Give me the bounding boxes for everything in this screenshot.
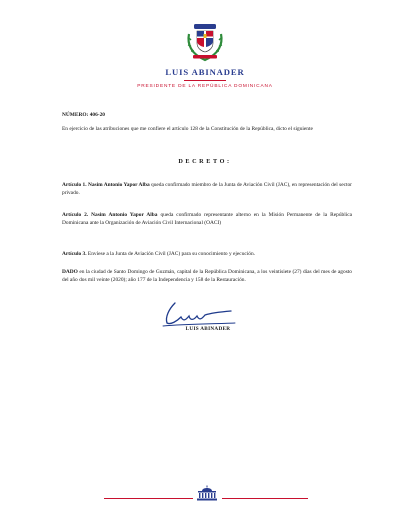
article-2-label: Artículo 2. Nasim Antonio Yapor Alba — [62, 212, 158, 218]
article-3-label: Artículo 3. — [62, 251, 87, 257]
dado-text: en la ciudad de Santo Domingo de Guzmán, capital de la República Dominicana, a los veintisiete (27) días del mes de agosto del año dos mil veinte (2020); año 177 de la Independencia y 158 de la Restauración. — [62, 269, 352, 284]
decree-number: NÚMERO: 406-20 — [62, 112, 105, 118]
header-subtitle: PRESIDENTE DE LA REPÚBLICA DOMINICANA — [137, 84, 273, 89]
decree-title: DECRETO: — [178, 158, 232, 165]
coat-of-arms-icon — [183, 20, 227, 64]
dado-label: DADO — [62, 269, 78, 275]
article-1-label: Artículo 1. Nasim Antonio Yapor Alba — [62, 182, 150, 188]
handwritten-signature — [155, 299, 255, 329]
article-1 — [62, 181, 352, 198]
article-3-text: Envíese a la Junta de Aviación Civil (JAC) para su conocimiento y ejecución. — [86, 251, 256, 257]
article-3 — [62, 250, 352, 258]
footer-divider-right — [222, 498, 308, 499]
palace-icon — [196, 485, 218, 501]
article-1-text: queda confirmado miembro de la Junta de Aviación Civil (JAC), en representación del sector privado. — [62, 182, 352, 197]
dado-clause — [62, 268, 352, 285]
signatory-name: LUIS ABINADER — [185, 326, 231, 332]
footer-divider-left — [104, 498, 193, 499]
article-2-text: queda confirmado representante alterno en la Misión Permanente de la República Dominicana ante la Organización de Aviación Civil Internacional (OACI) — [62, 212, 352, 227]
article-2 — [62, 211, 352, 228]
decree-intro: En ejercicio de las atribuciones que me confiere el artículo 128 de la Constitución de la República, dicto el siguiente — [62, 126, 313, 132]
header-divider — [184, 80, 226, 81]
header-name: LUIS ABINADER — [165, 67, 245, 77]
